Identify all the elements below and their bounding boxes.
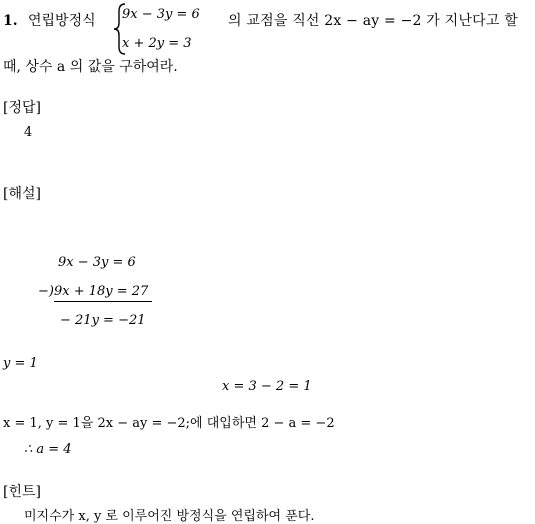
problem-lead: 연립방정식 xyxy=(28,13,96,29)
system-equation-1: 9x − 3y = 6 xyxy=(122,7,200,22)
system-equation-2: x + 2y = 3 xyxy=(122,36,192,51)
problem-continuation: 의 교점을 직선 2x − ay = −2 가 지난다고 할 xyxy=(228,13,518,29)
calc-row-2: −)9x + 18y = 27 xyxy=(38,284,149,299)
x-result: x = 3 − 2 = 1 xyxy=(222,379,312,394)
calc-row-1: 9x − 3y = 6 xyxy=(58,255,136,270)
problem-number: 1. xyxy=(3,13,18,29)
answer-value: 4 xyxy=(24,125,33,140)
y-result: y = 1 xyxy=(3,356,38,371)
solution-heading: [해설] xyxy=(3,186,41,202)
calc-underline xyxy=(54,301,152,302)
therefore-line: ∴ a = 4 xyxy=(24,442,72,457)
substitution-line: x = 1, y = 1을 2x − ay = −2;에 대입하면 2 − a = −2 xyxy=(3,416,335,431)
calc-row-3: − 21y = −21 xyxy=(60,313,146,328)
answer-heading: [정답] xyxy=(3,100,41,116)
hint-text: 미지수가 x, y 로 이루어진 방정식을 연립하여 푼다. xyxy=(24,509,315,524)
hint-heading: [힌트] xyxy=(3,484,41,500)
problem-line-2: 때, 상수 a 의 값을 구하여라. xyxy=(3,59,178,75)
